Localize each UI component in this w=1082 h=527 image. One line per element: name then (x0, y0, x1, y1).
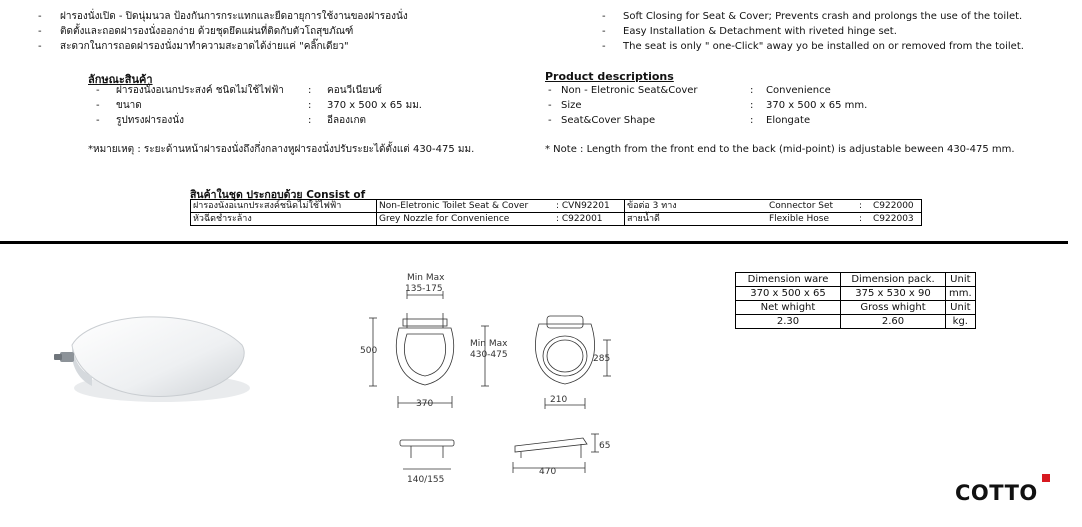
desc-th-value-1: คอนวีเนียนซ์ (327, 85, 382, 96)
desc-th-value-3: อีลองเกต (327, 115, 366, 126)
desc-th-value-2: 370 x 500 x 65 มม. (327, 100, 422, 111)
toilet-seat-photo (52, 300, 252, 415)
dim-min-max-top: Min Max (407, 273, 445, 283)
cotto-logo: COTTO (955, 481, 1038, 505)
desc-th-label-2: ขนาด (116, 100, 142, 111)
desc-en-label-3: Seat&Cover Shape (561, 115, 656, 126)
desc-th-label-3: รูปทรงฝารองนั่ง (116, 115, 185, 126)
dim-285: 285 (593, 354, 611, 364)
dim-135-175: 135-175 (405, 284, 443, 294)
dim-430-475: 430-475 (470, 350, 508, 360)
table-row: หัวฉีดชำระล้าง Grey Nozzle for Convenience : C922001 สายน้ำดี Flexible Hose : C922003 (191, 213, 922, 226)
dim-500: 500 (360, 346, 378, 356)
dimensions-table (735, 272, 976, 329)
divider (0, 241, 1068, 244)
feature-en-2: Easy Installation & Detachment with riveted hinge set. (623, 26, 897, 37)
desc-th-label-1: ฝารองนั่งอเนกประสงค์ ชนิดไม่ใช้ไฟฟ้า (116, 85, 284, 96)
table-row: Dimension ware Dimension pack. Unit (736, 273, 976, 287)
table-row: ฝารองนั่งอเนกประสงค์ชนิดไม่ใช้ไฟฟ้า Non-Eletronic Toilet Seat & Cover : CVN92201 ข้อต่อ 3 ทาง Connector Set : C922000 (191, 200, 922, 213)
dim-370: 370 (416, 399, 434, 409)
feature-th-2: ติดตั้งและถอดฝารองนั่งออกง่าย ด้วยชุดยึดแผ่นที่ติดกับตัวโถสุขภัณฑ์ (60, 26, 354, 37)
technical-drawing (355, 268, 630, 488)
logo-red-square (1042, 474, 1050, 482)
desc-th-note: *หมายเหตุ : ระยะด้านหน้าฝารองนั่งถึงกึ่งกลางหูฝารองนั่งปรับระยะได้ตั้งแต่ 430-475 มม. (88, 144, 475, 155)
dim-min-max-side: Min Max (470, 339, 508, 349)
feature-en-1: Soft Closing for Seat & Cover; Prevents crash and prolongs the use of the toilet. (623, 11, 1023, 22)
dim-140-155: 140/155 (407, 475, 445, 485)
feature-th-3: สะดวกในการถอดฝารองนั่งมาทำความสะอาดได้ง่ายแค่ "คลิ๊กเดียว" (60, 41, 349, 52)
dim-65: 65 (599, 441, 611, 451)
consist-heading: สินค้าในชุด ประกอบด้วย Consist of (190, 189, 366, 201)
dim-210: 210 (550, 395, 568, 405)
desc-en-value-1: Convenience (766, 85, 831, 96)
desc-en-label-2: Size (561, 100, 582, 111)
desc-th-heading: ลักษณะสินค้า (88, 73, 153, 86)
table-row: 370 x 500 x 65 375 x 530 x 90 mm. (736, 287, 976, 301)
consist-table (190, 199, 922, 226)
desc-en-value-2: 370 x 500 x 65 mm. (766, 100, 868, 111)
desc-en-value-3: Elongate (766, 115, 811, 126)
dim-470: 470 (539, 467, 557, 477)
feature-th-1: ฝารองนั่งเปิด - ปิดนุ่มนวล ป้องกันการกระแทกและยืดอายุการใช้งานของฝารองนั่ง (60, 11, 408, 22)
desc-en-label-1: Non - Eletronic Seat&Cover (561, 85, 698, 96)
desc-en-note: * Note : Length from the front end to the back (mid-point) is adjustable beween 430-475 mm. (545, 144, 1015, 155)
desc-en-heading: Product descriptions (545, 70, 674, 83)
table-row: Net whight Gross whight Unit (736, 301, 976, 315)
feature-en-3: The seat is only " one-Click" away yo be installed on or removed from the toilet. (623, 41, 1024, 52)
table-row: 2.30 2.60 kg. (736, 315, 976, 329)
